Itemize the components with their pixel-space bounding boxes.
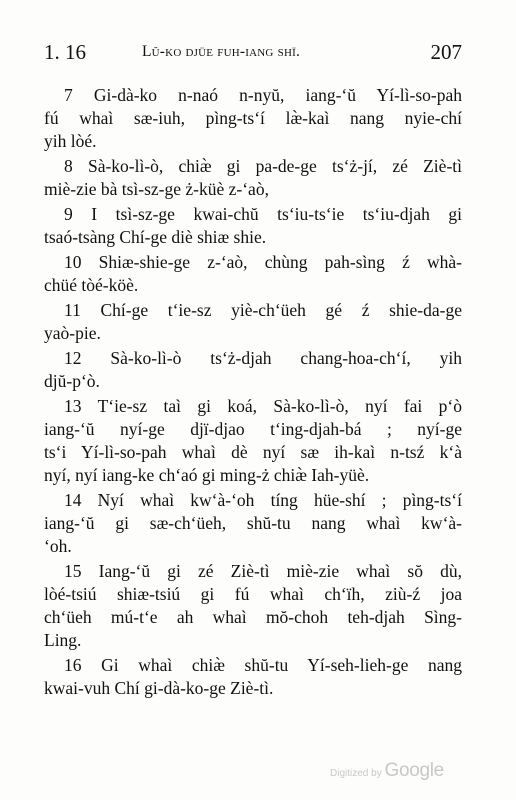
verse-8: [44, 155, 462, 201]
verse-line: miè-zie bà tsì-sz-ge ż-küè z-‘aò,: [44, 179, 269, 199]
verse-line: lòé-tsiú shiæ-tsiú gi fú whaì ch‘ïh, ziù-ź joa: [44, 584, 462, 604]
verse-line: ‘oh.: [44, 536, 72, 556]
verse-line: yih lòé.: [44, 131, 97, 151]
verse-line: nyí, nyí iang-ke ch‘aó gi ming-ż chiæ̀ Iah-yüè.: [44, 465, 370, 485]
running-header: [44, 40, 462, 68]
chapter-verse-reference: 1. 16: [44, 40, 86, 64]
watermark-brand: Google: [384, 760, 444, 781]
verse-line: 10 Shiæ-shie-ge z-‘aò, chùng pah-sìng ź whà-: [64, 252, 462, 272]
verse-11: [44, 299, 462, 345]
verse-14: [44, 489, 462, 558]
verse-16: [44, 654, 462, 700]
scripture-text: [44, 84, 462, 700]
verse-line: ch‘üeh mú-t‘e ah whaì mŏ-choh teh-djah Sìng-: [44, 607, 462, 627]
verse-12: [44, 347, 462, 393]
verse-line: tsaó-tsàng Chí-ge diè shiæ shie.: [44, 227, 267, 247]
verse-line: kwai-vuh Chí gi-dà-ko-ge Ziè-tì.: [44, 678, 274, 698]
verse-line: chüé tòé-köè.: [44, 275, 139, 295]
verse-line: 15 Iang-‘ŭ gi zé Ziè-tì miè-zie whaì sŏ dù,: [64, 561, 462, 581]
verse-line: 12 Sà-ko-lì-ò ts‘ż-djah chang-hoa-ch‘í, yih: [64, 348, 462, 368]
verse-line: 14 Nyí whaì kw‘à-‘oh tíng hüe-shí ; pìng-ts‘í: [64, 490, 462, 510]
verse-line: 7 Gi-dà-ko n-naó n-nyŭ, iang-‘ŭ Yí-lì-so-pah: [64, 85, 462, 105]
verse-15: [44, 560, 462, 652]
verse-line: 8 Sà-ko-lì-ò, chiæ̀ gi pa-de-ge tsʻż-jí, zé Ziè-tì: [64, 156, 462, 176]
digitization-watermark: [330, 760, 444, 782]
verse-line: Ling.: [44, 630, 82, 650]
verse-line: iang-‘ŭ gi sæ-ch‘üeh, shŭ-tu nang whaì kw‘à-: [44, 513, 462, 533]
verse-line: djŭ-p‘ò.: [44, 371, 100, 391]
page-number: 207: [430, 40, 462, 64]
verse-line: ts‘i Yí-lì-so-pah whaì dè nyí sæ ih-kaì n-tsź k‘à: [44, 442, 462, 462]
verse-13: [44, 395, 462, 487]
verse-line: 16 Gi whaì chiæ̀ shŭ-tu Yí-seh-lieh-ge nang: [64, 655, 462, 675]
verse-10: [44, 251, 462, 297]
verse-line: yaò-pie.: [44, 323, 101, 343]
verse-line: iang-‘ŭ nyí-ge djï-djao t‘ing-djah-bá ; nyí-ge: [44, 419, 462, 439]
verse-line: fú whaì sæ-iuh, pìng-ts‘í læ̀-kaì nang nyie-chí: [44, 108, 462, 128]
running-title: Lŭ-ko djüe fuh-iang shï.: [142, 43, 301, 60]
verse-7: [44, 84, 462, 153]
verse-line: 9 I tsì-sz-ge kwai-chŭ ts‘iu-ts‘ie ts‘iu-djah gi: [64, 204, 462, 224]
verse-line: 13 T‘ie-sz taì gi koá, Sà-ko-lì-ò, nyí fai p‘ò: [64, 396, 462, 416]
verse-line: 11 Chí-ge t‘ie-sz yiè-ch‘üeh gé ź shie-da-ge: [64, 300, 462, 320]
watermark-prefix: Digitized by: [330, 768, 382, 779]
verse-9: [44, 203, 462, 249]
